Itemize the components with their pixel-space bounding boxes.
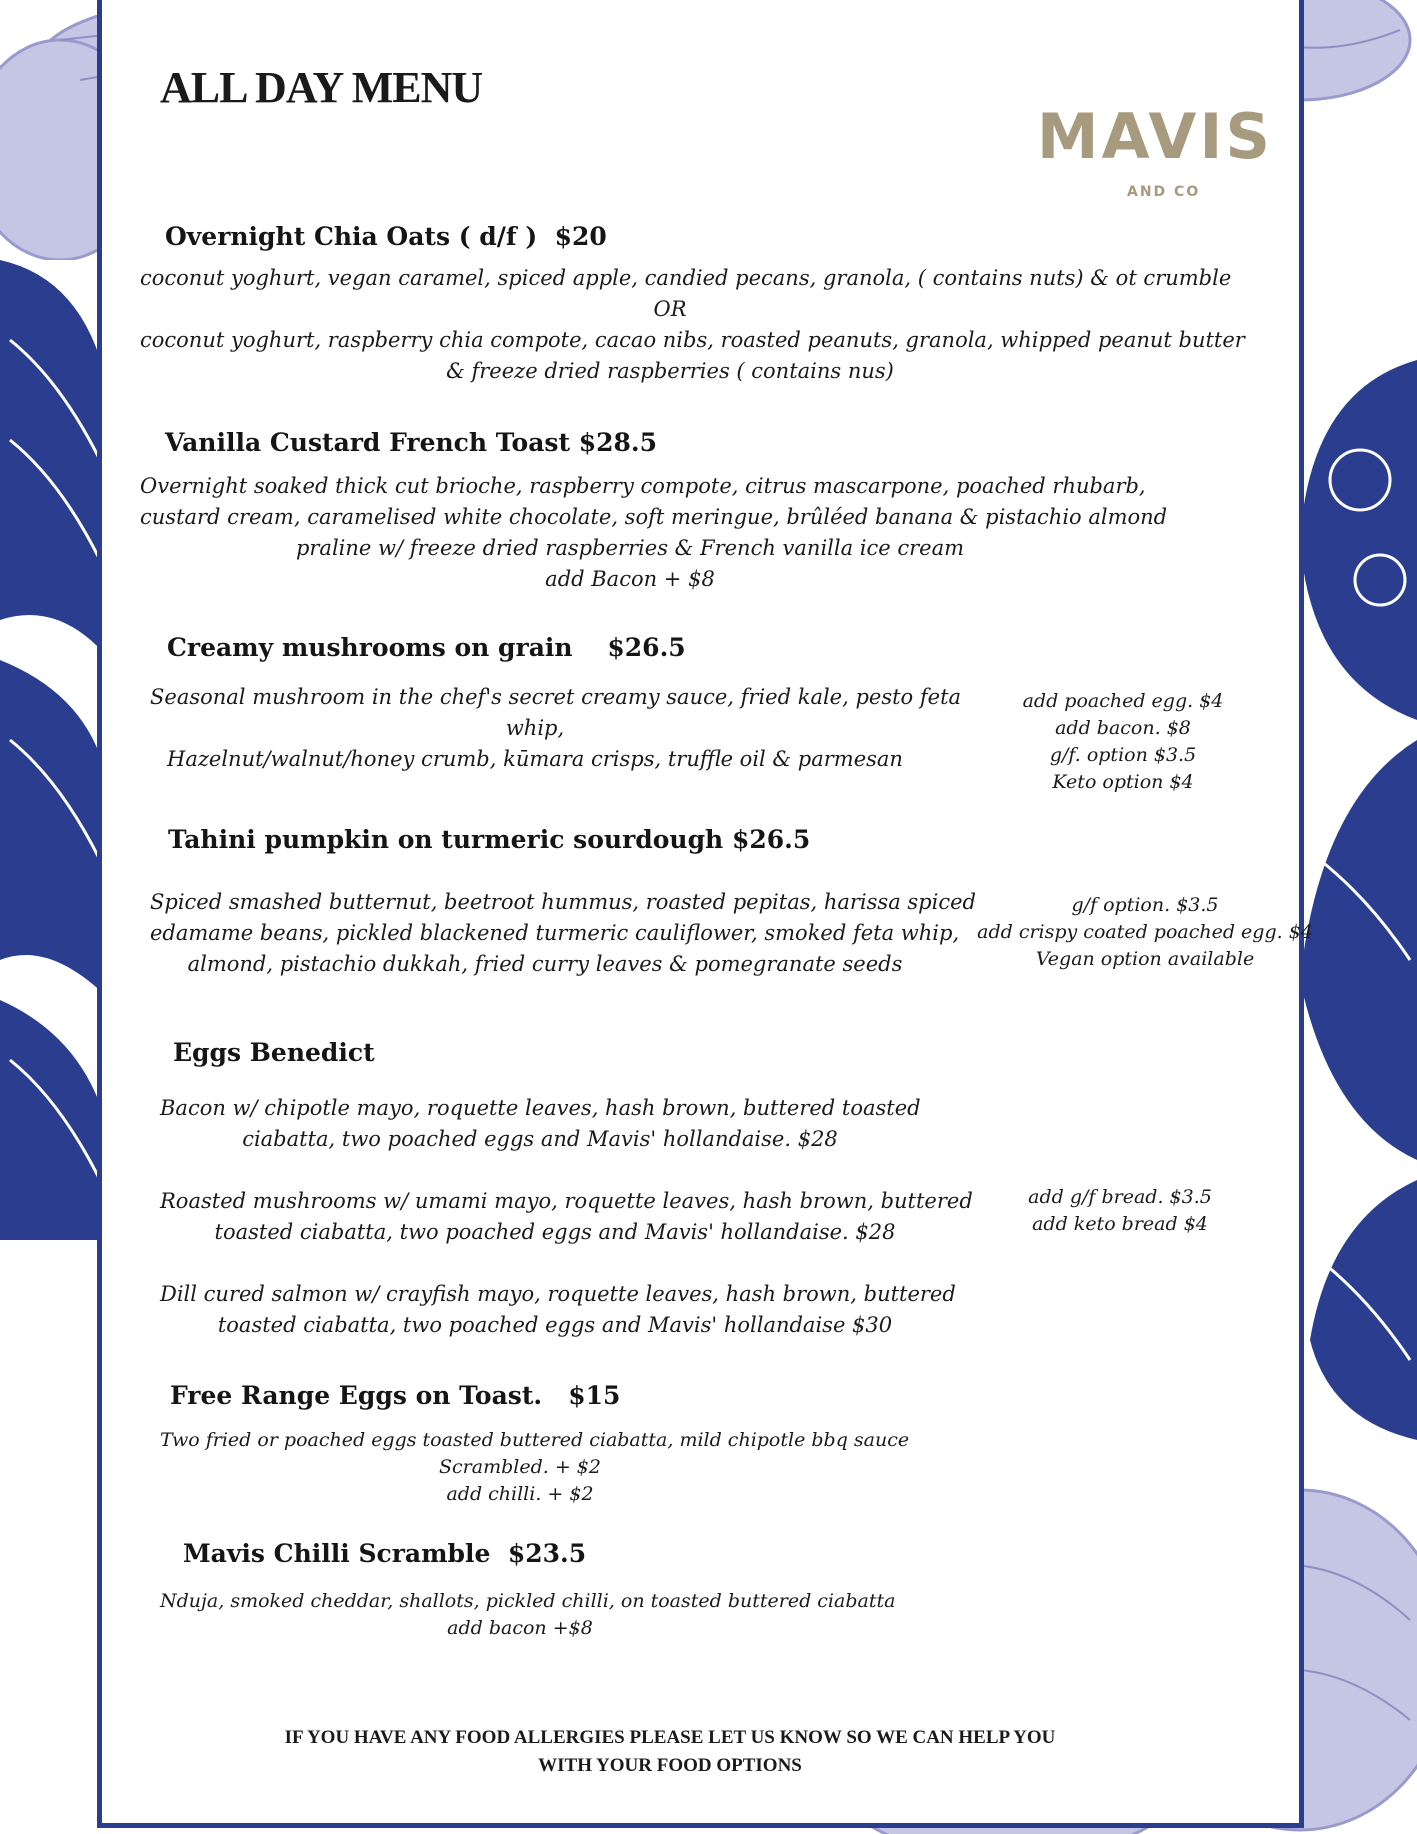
description-line: praline w/ freeze dried raspberries & French vanilla ice cream: [295, 536, 965, 560]
description-line: Hazelnut/walnut/honey crumb, kūmara crisps, truffle oil & parmesan: [167, 747, 903, 771]
description-line: custard cream, caramelised white chocolate, soft meringue, brûléed banana & pistachio almond: [140, 505, 1168, 529]
item-addons-eggs-benedict: [960, 1184, 1280, 1238]
description-line: add chilli. + $2: [446, 1483, 594, 1505]
item-addons-tahini-pumpkin: [965, 892, 1325, 973]
description-line: ciabatta, two poached eggs and Mavis' hollandaise. $28: [242, 1127, 838, 1151]
item-title-creamy-mushrooms: Creamy mushrooms on grain $26.5: [167, 633, 686, 662]
addon-line: Keto option $4: [1052, 771, 1194, 793]
description-line: Roasted mushrooms w/ umami mayo, roquette leaves, hash brown, buttered: [160, 1189, 973, 1213]
description-line: toasted ciabatta, two poached eggs and Mavis' hollandaise. $28: [214, 1220, 896, 1244]
item-description-french-toast: [140, 471, 1168, 595]
addon-line: Vegan option available: [1035, 948, 1255, 970]
notice-line: IF YOU HAVE ANY FOOD ALLERGIES PLEASE LET US KNOW SO WE CAN HELP YOU: [284, 1727, 1056, 1748]
addon-line: g/f. option $3.5: [1049, 744, 1197, 766]
description-line: coconut yoghurt, raspberry chia compote, cacao nibs, roasted peanuts, granola, whipped peanut butter: [140, 328, 1245, 352]
item-title-chilli-scramble: Mavis Chilli Scramble $23.5: [183, 1539, 587, 1568]
description-line: Overnight soaked thick cut brioche, raspberry compote, citrus mascarpone, poached rhubarb,: [140, 474, 1146, 498]
artichoke-illustration: [0, 240, 110, 1240]
description-line: OR: [653, 297, 687, 321]
description-line: & freeze dried raspberries ( contains nus): [446, 359, 894, 383]
benedict-option-salmon: [160, 1279, 956, 1341]
item-description-free-range-eggs: [160, 1427, 910, 1508]
item-description-chia-oats: [140, 263, 1245, 387]
description-line: add bacon +$8: [447, 1617, 593, 1639]
description-line: Dill cured salmon w/ crayfish mayo, roquette leaves, hash brown, buttered: [160, 1282, 956, 1306]
description-line: Two fried or poached eggs toasted buttered ciabatta, mild chipotle bbq sauce: [160, 1429, 910, 1451]
benedict-option-mushroom: [160, 1186, 973, 1248]
brand-subtitle: AND CO: [1127, 184, 1201, 200]
brand-logo: [1020, 102, 1290, 200]
description-line: Seasonal mushroom in the chef's secret creamy sauce, fried kale, pesto feta: [150, 685, 962, 709]
description-line: edamame beans, pickled blackened turmeric cauliflower, smoked feta whip,: [150, 921, 960, 945]
item-title-tahini-pumpkin: Tahini pumpkin on turmeric sourdough $26.5: [168, 825, 811, 854]
addon-line: add g/f bread. $3.5: [1028, 1186, 1212, 1208]
addon-line: add crispy coated poached egg. $4: [977, 921, 1313, 943]
description-line: add Bacon + $8: [545, 567, 715, 591]
benedict-option-bacon: [160, 1093, 920, 1155]
item-addons-creamy-mushrooms: [963, 688, 1283, 796]
description-line: Bacon w/ chipotle mayo, roquette leaves, hash brown, buttered toasted: [160, 1096, 921, 1120]
brand-name: MAVIS: [1036, 100, 1274, 173]
description-line: almond, pistachio dukkah, fried curry leaves & pomegranate seeds: [187, 952, 903, 976]
description-line: whip,: [505, 716, 565, 740]
description-line: toasted ciabatta, two poached eggs and Mavis' hollandaise $30: [217, 1313, 893, 1337]
item-title-free-range-eggs: Free Range Eggs on Toast. $15: [170, 1381, 621, 1410]
item-description-chilli-scramble: [160, 1588, 896, 1642]
item-title-chia-oats: Overnight Chia Oats ( d/f ) $20: [165, 222, 607, 251]
allergy-notice: [180, 1724, 1160, 1780]
description-line: Scrambled. + $2: [439, 1456, 601, 1478]
item-description-creamy-mushrooms: [150, 682, 962, 775]
addon-line: add keto bread $4: [1032, 1213, 1208, 1235]
page-title: ALL DAY MENU: [160, 63, 483, 112]
item-description-tahini-pumpkin: [150, 887, 976, 980]
description-line: coconut yoghurt, vegan caramel, spiced apple, candied pecans, granola, ( contains nuts) & ot crumble: [140, 266, 1232, 290]
addon-line: g/f option. $3.5: [1071, 894, 1219, 916]
notice-line: WITH YOUR FOOD OPTIONS: [538, 1755, 802, 1776]
addon-line: add bacon. $8: [1055, 717, 1191, 739]
item-title-french-toast: Vanilla Custard French Toast $28.5: [165, 428, 658, 457]
addon-line: add poached egg. $4: [1022, 690, 1224, 712]
description-line: Spiced smashed butternut, beetroot hummus, roasted pepitas, harissa spiced: [150, 890, 976, 914]
item-title-eggs-benedict: Eggs Benedict: [173, 1038, 375, 1067]
description-line: Nduja, smoked cheddar, shallots, pickled chilli, on toasted buttered ciabatta: [160, 1590, 896, 1612]
